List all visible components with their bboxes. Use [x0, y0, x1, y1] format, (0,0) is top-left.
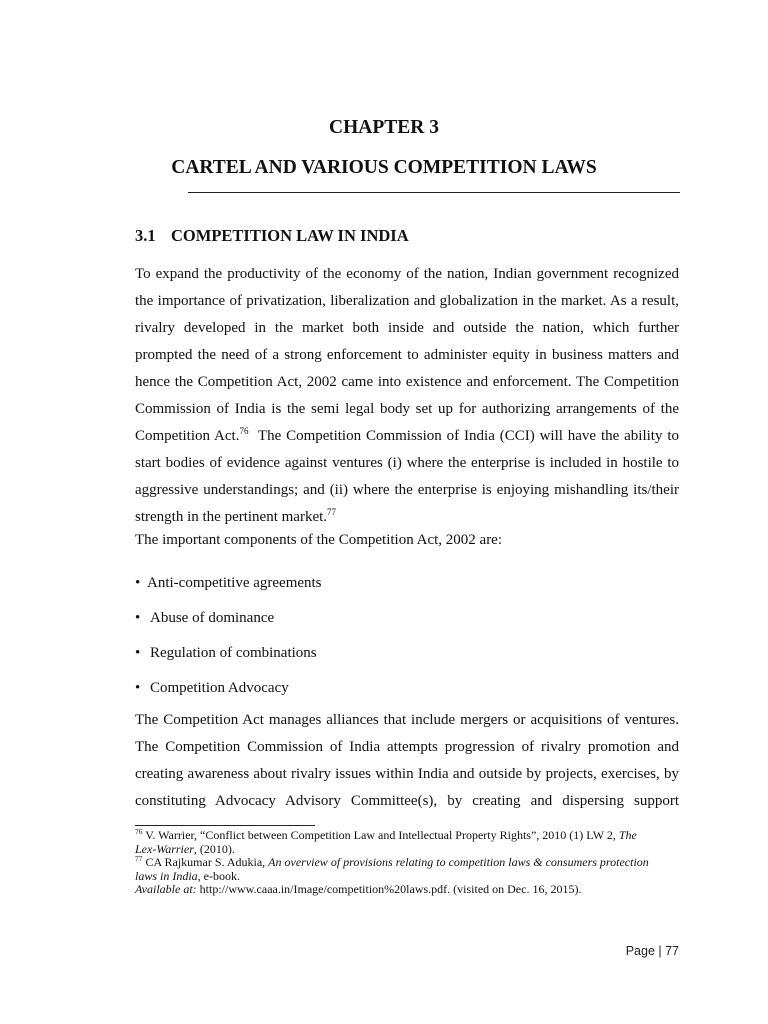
section-number: 3.1	[135, 226, 156, 245]
footnote-text: CA Rajkumar S. Adukia,	[142, 855, 269, 869]
footnote-marker: 76	[135, 827, 143, 836]
footnote-76-line-1	[135, 829, 679, 843]
page-number: Page | 77	[625, 944, 679, 958]
paragraph-line: The Competition Act manages alliances that include mergers or acquisitions of ventures.	[135, 712, 679, 728]
paragraph-line: start bodies of evidence against ventures (i) where the enterprise is included in hostile to	[135, 455, 679, 471]
paragraph-1	[135, 261, 679, 554]
chapter-number: CHAPTER 3	[329, 117, 439, 138]
section-heading	[135, 226, 409, 246]
paragraph-2	[135, 707, 679, 815]
footnote-marker: 77	[135, 854, 143, 863]
paragraph-line	[135, 423, 679, 450]
list-item-text: Competition Advocacy	[150, 680, 289, 696]
paragraph-line: the importance of privatization, liberalization and globalization in the market. As a result,	[135, 293, 679, 309]
paragraph-line: The Competition Commission of India attempts progression of rivalry promotion and	[135, 739, 679, 755]
paragraph-line: hence the Competition Act, 2002 came into existence and enforcement. The Competition	[135, 374, 679, 390]
footnote-divider	[135, 825, 315, 826]
footnote-77-line-2	[135, 870, 679, 884]
footnote-ref-77: 77	[327, 507, 337, 517]
chapter-title: CARTEL AND VARIOUS COMPETITION LAWS	[171, 157, 597, 178]
paragraph-line: Commission of India is the semi legal body set up for authorizing arrangements of the	[135, 401, 679, 417]
paragraph-line: aggressive understandings; and (ii) where the enterprise is enjoying mishandling its/their	[135, 482, 679, 498]
bullet-list	[135, 573, 679, 713]
footnotes	[135, 829, 679, 897]
paragraph-text: strength in the pertinent market.	[135, 509, 328, 525]
footnote-link-text: http://www.caaa.in/Image/competition%20laws.pdf. (visited on Dec. 16, 2015).	[196, 882, 582, 896]
available-label: Available at:	[135, 882, 197, 896]
bullet-icon: •	[135, 645, 141, 661]
footnote-76-line-2	[135, 843, 679, 857]
paragraph-line: prompted the need of a strong enforcement to administer equity in business matters and	[135, 347, 679, 363]
footnote-italic: Lex-Warrier	[135, 841, 194, 856]
paragraph-text: The Competition Commission of India (CCI) will have the ability to	[248, 428, 679, 444]
section-title: COMPETITION LAW IN INDIA	[171, 226, 409, 245]
bullet-icon: •	[135, 680, 141, 696]
paragraph-line: creating awareness about rivalry issues within India and outside by projects, exercises, by	[135, 766, 679, 782]
bullet-icon: •	[135, 575, 141, 591]
list-item-text: Anti-competitive agreements	[147, 575, 322, 591]
footnote-italic: An overview of provisions relating to competition laws & consumers protection	[268, 855, 649, 869]
footnote-77-line-1	[135, 856, 679, 870]
list-item-text: Abuse of dominance	[150, 610, 275, 626]
paragraph-line: constituting Advocacy Advisory Committee(s), by creating and dispersing support	[135, 793, 679, 809]
list-item	[135, 643, 679, 678]
components-intro: The important components of the Competition Act, 2002 are:	[135, 532, 503, 548]
paragraph-line: To expand the productivity of the economy of the nation, Indian government recognized	[135, 266, 679, 282]
footnote-77-line-3	[135, 883, 679, 897]
footnote-italic: The	[618, 828, 637, 842]
paragraph-text: Competition Act.	[135, 428, 240, 444]
footnote-text: , e-book.	[197, 868, 240, 883]
bullet-icon: •	[135, 610, 141, 626]
footnote-text: V. Warrier, “Conflict between Competition Law and Intellectual Property Rights”, 2010 (1) LW 2,	[142, 828, 619, 842]
footnote-text: , (2010).	[193, 841, 235, 856]
footnote-italic: laws in India	[135, 868, 198, 883]
list-item-text: Regulation of combinations	[150, 645, 317, 661]
title-divider	[188, 192, 680, 193]
footnote-ref-76: 76	[239, 426, 249, 436]
list-item	[135, 573, 679, 608]
paragraph-line: rivalry developed in the market both inside and outside the nation, which further	[135, 320, 679, 336]
list-item	[135, 608, 679, 643]
